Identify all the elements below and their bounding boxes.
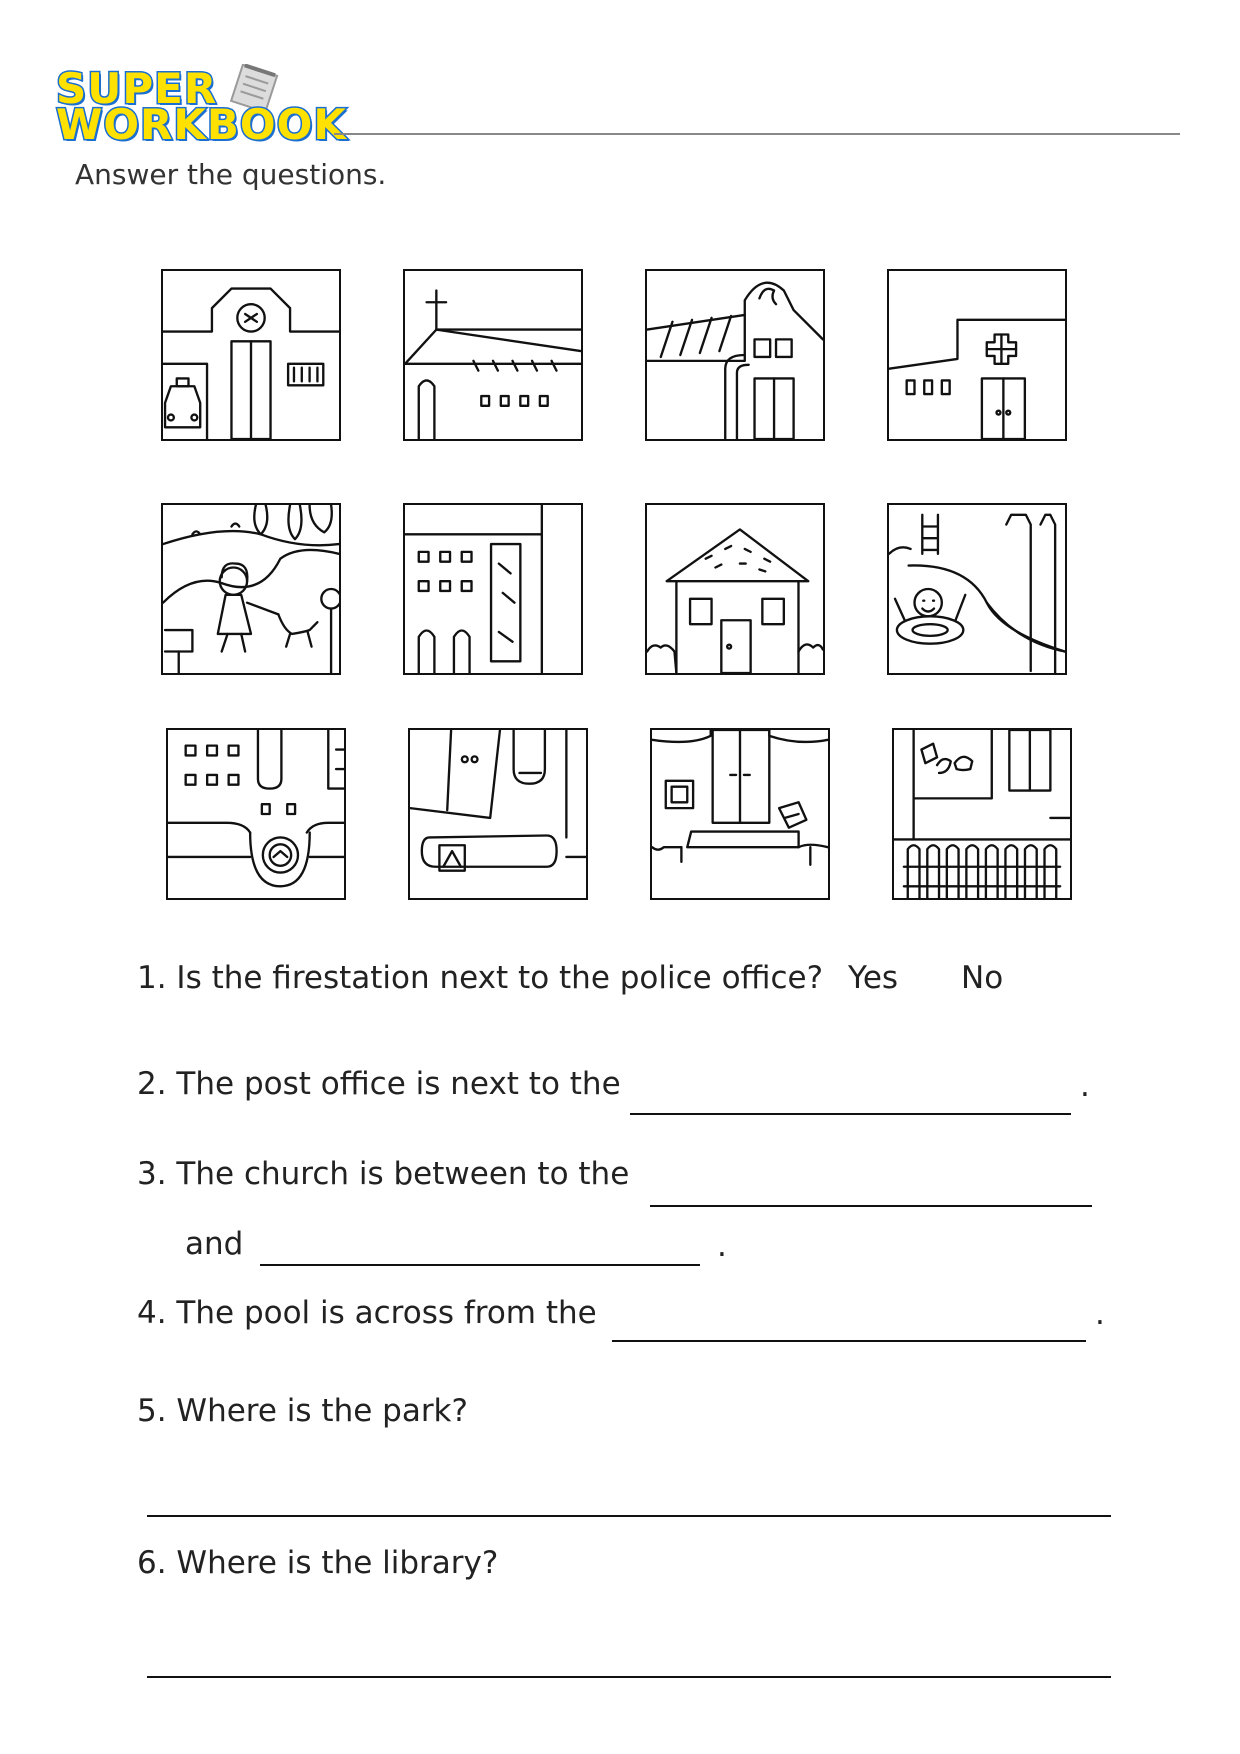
instruction-text: Answer the questions. (75, 158, 387, 191)
header-rule (334, 133, 1180, 135)
post-office-icon (410, 730, 586, 898)
school-icon (894, 730, 1070, 898)
library-icon (405, 505, 581, 673)
shop-icon (652, 730, 828, 898)
answer-5-line[interactable] (147, 1515, 1111, 1517)
police-office-icon (163, 271, 339, 439)
bank-picture (166, 728, 346, 900)
park-icon (163, 505, 339, 673)
question-3-period: . (717, 1228, 727, 1264)
house-picture (645, 503, 825, 675)
answer-yes-option[interactable]: Yes (848, 960, 899, 996)
church-icon (405, 271, 581, 439)
house-icon (647, 505, 823, 673)
answer-4-blank[interactable] (612, 1340, 1086, 1342)
hospital-picture (887, 269, 1067, 441)
question-5: 5. Where is the park? (137, 1393, 468, 1429)
post-office-picture (408, 728, 588, 900)
answer-6-line[interactable] (147, 1676, 1111, 1678)
police-office-picture (161, 269, 341, 441)
hospital-icon (889, 271, 1065, 439)
fire-station-icon (647, 271, 823, 439)
question-3: 3. The church is between to the (137, 1156, 630, 1192)
pool-picture (887, 503, 1067, 675)
school-picture (892, 728, 1072, 900)
shop-picture (650, 728, 830, 900)
question-4: 4. The pool is across from the (137, 1295, 597, 1331)
answer-3a-blank[interactable] (650, 1205, 1092, 1207)
bank-icon (168, 730, 344, 898)
logo-text-super: SUPER (56, 64, 218, 113)
logo-text-workbook: WORKBOOK (56, 100, 347, 149)
question-1: 1. Is the firestation next to the police office? (137, 960, 824, 996)
question-6: 6. Where is the library? (137, 1545, 499, 1581)
question-4-period: . (1095, 1296, 1105, 1332)
question-3-and: and (185, 1226, 244, 1262)
church-picture (403, 269, 583, 441)
question-2: 2. The post office is next to the (137, 1066, 621, 1102)
park-picture (161, 503, 341, 675)
answer-3b-blank[interactable] (260, 1264, 700, 1266)
library-picture (403, 503, 583, 675)
question-2-period: . (1080, 1068, 1090, 1104)
answer-2-blank[interactable] (630, 1113, 1071, 1115)
fire-station-picture (645, 269, 825, 441)
super-workbook-logo (56, 62, 347, 152)
answer-no-option[interactable]: No (961, 960, 1004, 996)
pool-icon (889, 505, 1065, 673)
